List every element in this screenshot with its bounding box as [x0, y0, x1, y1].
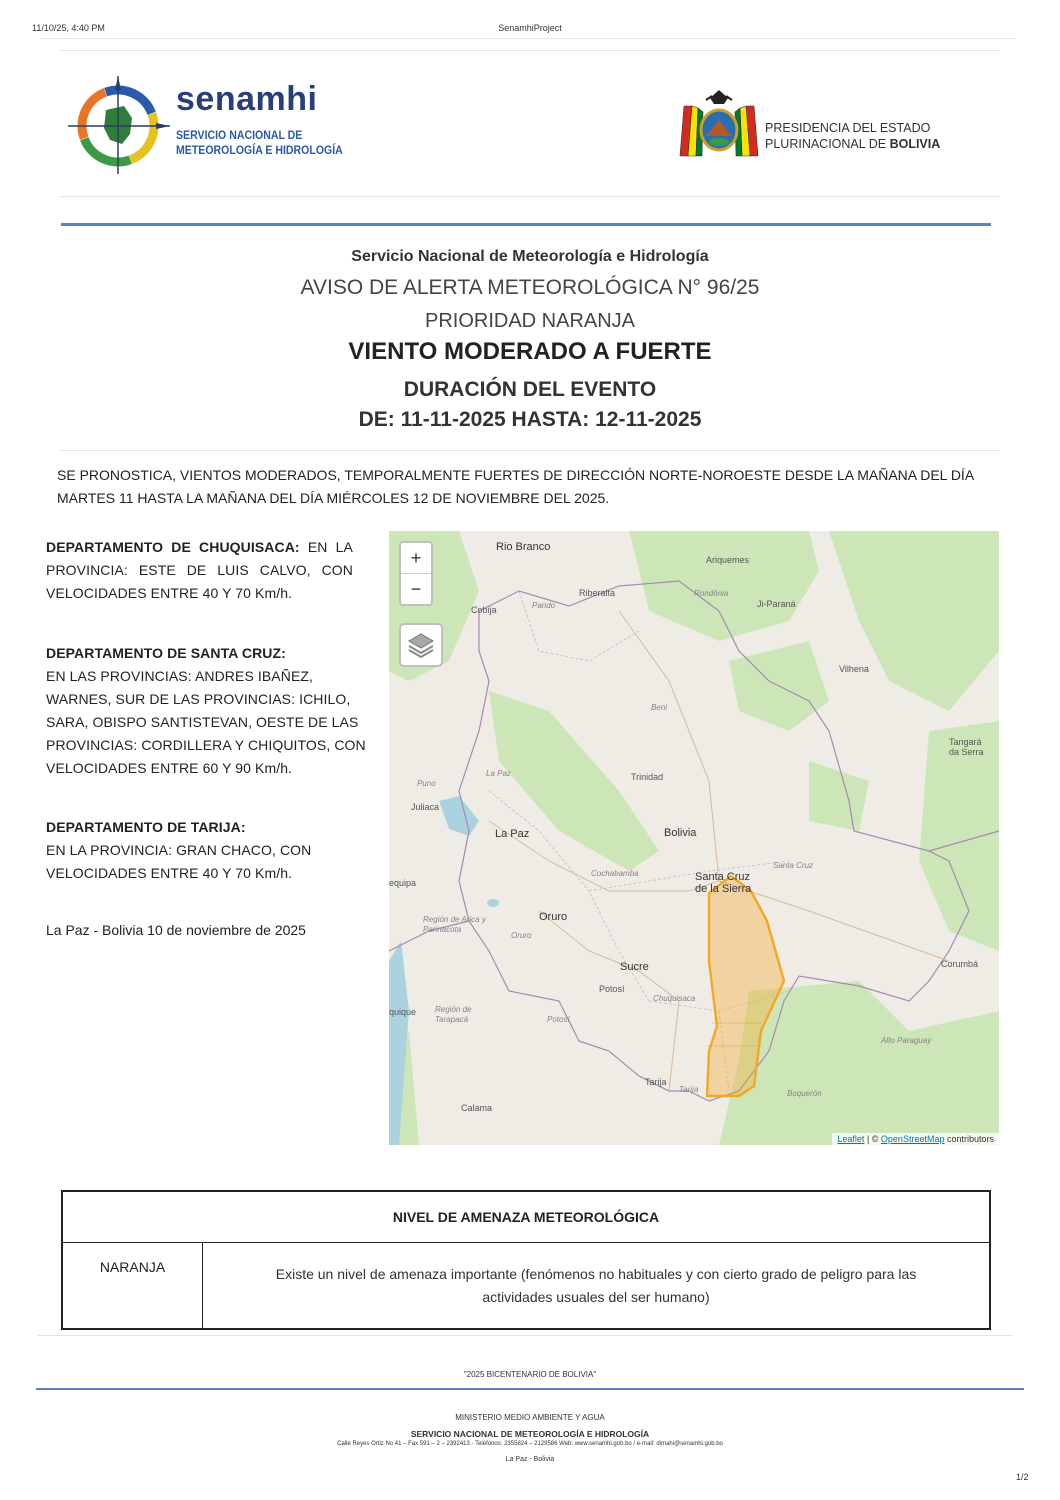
footer-city: La Paz - Bolivia — [505, 1456, 555, 1463]
department-title: DEPARTAMENTO DE SANTA CRUZ: — [46, 645, 286, 661]
presidencia-text: PRESIDENCIA DEL ESTADO PLURINACIONAL DE BOLIVIA — [765, 121, 941, 151]
phenomenon-title: VIENTO MODERADO A FUERTE — [348, 338, 712, 365]
map-label: Tangará da Serra — [949, 737, 984, 757]
map-label: Trinidad — [631, 772, 664, 782]
threat-table-header: NIVEL DE AMENAZA METEOROLÓGICA — [62, 1191, 990, 1243]
map-label: Rio Branco — [496, 541, 551, 553]
priority-label: PRIORIDAD NARANJA — [424, 310, 636, 332]
place-date: La Paz - Bolivia 10 de noviembre de 2025 — [46, 922, 306, 938]
map-label: Rondônia — [694, 589, 729, 598]
map-label: Región de Tarapacá — [435, 1005, 472, 1024]
layers-icon — [401, 625, 441, 665]
print-datetime: 11/10/25, 4:40 PM — [32, 23, 105, 33]
map-label: Chuquisaca — [653, 994, 696, 1003]
map-label: Oruro — [539, 911, 568, 923]
department-chuquisaca — [46, 536, 353, 605]
map-label: Región de Arica y Parinacota — [423, 915, 486, 934]
map-attribution: Leaflet | © OpenStreetMap contributors — [832, 1133, 999, 1145]
map-label: Vilhena — [839, 664, 869, 674]
zoom-control — [399, 541, 433, 606]
department-title: DEPARTAMENTO DE CHUQUISACA: — [46, 539, 300, 555]
alert-map[interactable] — [389, 531, 999, 1145]
department-body: EN LAS PROVINCIAS: ANDRES IBAÑEZ, WARNES, SUR DE LAS PROVINCIAS: ICHILO, SARA, OBISPO SANTISTEVAN, OESTE DE LAS PROVINCIAS: CORDILLERA Y CHIQUITOS, CON VELOCIDADES ENTRE 60 Y 90 Km/h. — [46, 668, 366, 776]
divider — [60, 450, 1000, 451]
senamhi-wordmark: senamhi — [176, 80, 318, 118]
department-santa-cruz — [46, 642, 380, 780]
osm-link[interactable]: OpenStreetMap — [880, 1134, 945, 1144]
department-body: EN LA PROVINCIA: GRAN CHACO, CON VELOCIDADES ENTRE 40 Y 70 Km/h. — [46, 842, 312, 881]
header-rule — [61, 223, 991, 226]
department-body: EN LA PROVINCIA: ESTE DE LUIS CALVO, CON VELOCIDADES ENTRE 40 Y 70 Km/h. — [46, 539, 353, 601]
map-label: Calama — [461, 1103, 493, 1113]
map-label: equipa — [389, 878, 417, 888]
map-label: Tarija — [679, 1085, 699, 1094]
threat-level-description: Existe un nivel de amenaza importante (fenómenos no habituales y con cierto grado de peligro para las actividades usuales del ser humano) — [203, 1243, 991, 1330]
map-label: Corumbá — [941, 959, 979, 969]
map-label: Juliaca — [411, 802, 440, 812]
map-label: Tarija — [645, 1077, 667, 1087]
institution-name: Servicio Nacional de Meteorología e Hidrología — [351, 248, 709, 265]
senamhi-emblem-icon — [66, 74, 176, 176]
map-label: Puno — [417, 779, 436, 788]
map-label: Bolivia — [664, 827, 697, 839]
footer-rule — [36, 1388, 1024, 1390]
leaflet-link[interactable]: Leaflet — [837, 1134, 865, 1144]
map-label: La Paz — [486, 769, 511, 778]
map-label: quique — [389, 1007, 417, 1017]
layers-button[interactable] — [399, 623, 443, 667]
map-label: Ariquemes — [706, 555, 750, 565]
map-label: Cochabamba — [591, 869, 639, 878]
map-label: Potosí — [599, 984, 625, 994]
threat-level-name: NARANJA — [62, 1243, 203, 1330]
map-label: Beni — [651, 703, 668, 712]
zoom-out-button[interactable]: − — [410, 579, 422, 599]
page-number: 1/2 — [1016, 1472, 1029, 1482]
event-date-range: DE: 11-11-2025 HASTA: 12-11-2025 — [358, 408, 702, 431]
map-label: Boquerón — [787, 1089, 822, 1098]
divider — [40, 38, 1015, 39]
department-title: DEPARTAMENTO DE TARIJA: — [46, 819, 246, 835]
map-label: Santa Cruz de la Sierra — [695, 871, 752, 895]
divider — [60, 196, 1000, 197]
footer-service: SERVICIO NACIONAL DE METEOROLOGÍA E HIDROLOGÍA — [410, 1429, 650, 1439]
map-label: Oruro — [511, 931, 532, 940]
threat-level-table — [61, 1190, 991, 1330]
footer-address: Calle Reyes Ortiz No 41 – Fax 591 – 2 – 2392413 - Teléfonos: 2355824 – 2129586 Web: www.senamhi.gob.bo / e-mail: dimahi@senamhi.gob.bo — [337, 1441, 723, 1447]
map-label: Ji-Paraná — [757, 599, 796, 609]
zoom-in-button[interactable]: + — [401, 543, 431, 574]
map-label: Potosí — [547, 1015, 570, 1024]
footer-motto: "2025 BICENTENARIO DE BOLIVIA" — [463, 1370, 597, 1379]
footer-ministry: MINISTERIO MEDIO AMBIENTE Y AGUA — [455, 1413, 605, 1422]
divider — [60, 50, 1000, 51]
map-label: Alto Paraguay — [881, 1036, 932, 1045]
duration-label: DURACIÓN DEL EVENTO — [403, 378, 657, 401]
map-label: Sucre — [620, 961, 649, 973]
map-label: Riberalta — [579, 588, 616, 598]
divider — [38, 1335, 1013, 1336]
senamhi-subtitle: SERVICIO NACIONAL DE METEOROLOGÍA E HIDROLOGÍA — [176, 128, 343, 157]
alert-number: AVISO DE ALERTA METEOROLÓGICA N° 96/25 — [300, 276, 760, 299]
map-label: Cobija — [471, 605, 497, 615]
bolivia-coat-of-arms-icon — [676, 86, 762, 162]
map-label: La Paz — [495, 828, 530, 840]
map-label: Pando — [532, 601, 556, 610]
department-tarija — [46, 816, 346, 885]
forecast-text: SE PRONOSTICA, VIENTOS MODERADOS, TEMPORALMENTE FUERTES DE DIRECCIÓN NORTE-NOROESTE DESDE LA MAÑANA DEL DÍA MARTES 11 HASTA LA MAÑANA DEL DÍA MIÉRCOLES 12 DE NOVIEMBRE DEL 2025. — [57, 467, 974, 506]
map-label: Santa Cruz — [773, 861, 814, 870]
print-page-title: SenamhiProject — [498, 23, 562, 33]
